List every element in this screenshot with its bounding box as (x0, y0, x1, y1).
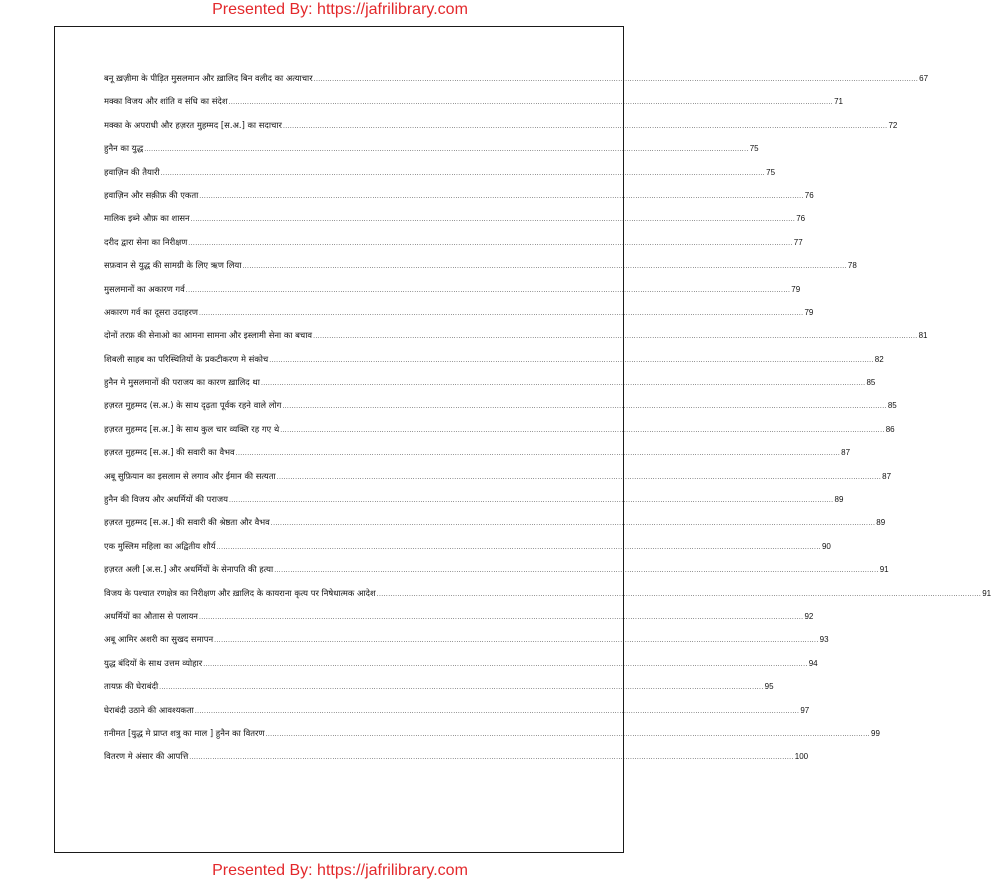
toc-entry-page: 99 (871, 728, 880, 738)
toc-entry-page: 87 (882, 471, 892, 481)
toc-entry-page: 75 (766, 167, 776, 177)
toc-entry-title: हुनैन की विजय और अधर्मियों की पराजय (104, 494, 228, 505)
toc-entry-page: 77 (793, 237, 803, 247)
toc-entry-page: 82 (874, 354, 884, 364)
toc-entry-page: 85 (866, 378, 876, 388)
toc-entry-page: 76 (796, 214, 806, 224)
toc-entry-title: अकारण गर्व का दूसरा उदाहरण (104, 306, 198, 317)
toc-entry (104, 96, 843, 119)
toc-dot-leader: ...................................................................................................................................................................................................................................................................... (216, 543, 821, 551)
toc-entry (104, 423, 895, 447)
toc-entry-page: 86 (885, 424, 895, 434)
toc-entry-title: हुनैन का युद्ध (104, 143, 144, 154)
toc-dot-leader: ...................................................................................................................................................................................................................................................................... (228, 99, 834, 107)
toc-entry (104, 540, 831, 564)
toc-entry-page: 97 (800, 705, 810, 715)
toc-entry-page: 79 (791, 284, 801, 294)
toc-dot-leader: ...................................................................................................................................................................................................................................................................... (144, 146, 749, 154)
toc-dot-leader: ...................................................................................................................................................................................................................................................................... (269, 356, 874, 364)
toc-entry (104, 470, 892, 494)
toc-entry-page: 94 (808, 658, 818, 668)
toc-entry-page: 89 (834, 495, 844, 505)
toc-entry (104, 260, 857, 283)
toc-dot-leader: ...................................................................................................................................................................................................................................................................... (313, 76, 919, 83)
toc-entry-page: 78 (847, 261, 857, 271)
toc-dot-leader: ...................................................................................................................................................................................................................................................................... (313, 333, 918, 341)
toc-entry-page: 67 (919, 74, 929, 83)
toc-entry (104, 189, 814, 213)
toc-entry (104, 166, 776, 190)
toc-dot-leader: ...................................................................................................................................................................................................................................................................... (188, 239, 793, 247)
toc-entry-page: 72 (888, 120, 898, 130)
toc-dot-leader: ...................................................................................................................................................................................................................................................................... (282, 122, 888, 130)
toc-dot-leader: ...................................................................................................................................................................................................................................................................... (376, 590, 982, 598)
toc-entry-title: युद्ध बंदियों के साथ उत्तम व्योहार (104, 657, 203, 668)
toc-entry-title: हज़रत मुहम्मद (स.अ.) के साथ दृढ़ता पूर्वक रहने वाले लोग (104, 400, 282, 411)
toc-entry-title: हज़रत मुहम्मद [स.अ.] की सवारी की श्रेष्ठता और वैभव (104, 517, 270, 528)
toc-entry-page: 91 (982, 588, 991, 598)
toc-entry-title: घेराबंदी उठाने की आवश्यकता (104, 704, 194, 715)
toc-entry-title: एक मुस्लिम महिला का अद्वितीय शौर्य (104, 540, 216, 551)
toc-entry-title: बनू ख़ज़ीमा के पीड़ित मुसलमान और ख़ालिद बिन वलीद का अत्याचार (104, 73, 313, 83)
toc-entry-page: 93 (819, 635, 829, 645)
toc-dot-leader: ...................................................................................................................................................................................................................................................................... (194, 707, 800, 715)
toc-dot-leader: ...................................................................................................................................................................................................................................................................... (270, 520, 876, 528)
toc-entry (104, 517, 886, 540)
footer-watermark[interactable]: Presented By: https://jafrilibrary.com (212, 862, 468, 879)
toc-entry-title: मालिक इब्ने औफ़ का शासन (104, 213, 190, 224)
toc-entry-page: 90 (821, 541, 831, 551)
toc-entry-page: 92 (804, 611, 814, 621)
toc-entry (104, 751, 809, 774)
toc-entry (104, 119, 898, 143)
header-watermark[interactable]: Presented By: https://jafrilibrary.com (212, 1, 468, 18)
toc-entry (104, 610, 814, 634)
toc-dot-leader: ...................................................................................................................................................................................................................................................................... (198, 613, 804, 621)
toc-dot-leader: ...................................................................................................................................................................................................................................................................... (265, 730, 871, 738)
toc-entry (104, 353, 884, 377)
toc-dot-leader: ...................................................................................................................................................................................................................................................................... (203, 660, 808, 668)
toc-entry-page: 100 (794, 752, 809, 762)
toc-entry-page: 76 (804, 190, 814, 200)
toc-dot-leader: ...................................................................................................................................................................................................................................................................... (185, 286, 791, 294)
toc-entry-page: 85 (887, 401, 897, 411)
toc-entry-title: तायफ़ की घेराबंदी (104, 681, 159, 692)
toc-entry-title: दोनों तरफ़ की सेनाओ का आमना सामना और इस्लामी सेना का बचाव (104, 330, 313, 341)
toc-entry (104, 564, 889, 587)
toc-dot-leader: ...................................................................................................................................................................................................................................................................... (199, 192, 804, 200)
toc-entry-title: अबू सुफ़ियान का इसलाम से लगाव और ईमान की सत्यता (104, 470, 276, 481)
toc-dot-leader: ...................................................................................................................................................................................................................................................................... (274, 567, 879, 575)
toc-entry-title: हज़रत मुहम्मद [स.अ.] की सवारी का वैभव (104, 447, 235, 458)
toc-dot-leader: ...................................................................................................................................................................................................................................................................... (235, 450, 841, 458)
toc-entry-title: मक्का विजय और शांति व संधि का संदेश (104, 96, 228, 107)
toc-entry (104, 657, 818, 681)
toc-dot-leader: ...................................................................................................................................................................................................................................................................... (160, 169, 766, 177)
toc-entry (104, 587, 991, 611)
toc-entry (104, 143, 759, 166)
toc-entry (104, 494, 844, 517)
toc-entry (104, 377, 876, 400)
toc-entry-title: अबू आमिर अशरी का सुखद समापन (104, 634, 214, 645)
toc-entry (104, 283, 801, 307)
toc-entry (104, 681, 774, 704)
table-of-contents (104, 73, 991, 775)
toc-entry-title: हवाज़िन और सक़ीफ़ की एकता (104, 189, 199, 200)
toc-entry (104, 634, 829, 657)
toc-entry-page: 87 (841, 448, 851, 458)
toc-dot-leader: ...................................................................................................................................................................................................................................................................... (190, 216, 796, 224)
toc-entry-page: 89 (876, 518, 886, 528)
toc-entry (104, 73, 929, 96)
toc-entry-title: मक्का के अपराधी और हज़रत मुहम्मद [स.अ.] का सदाचार (104, 119, 282, 130)
toc-entry-page: 71 (834, 97, 843, 107)
toc-entry (104, 704, 810, 728)
toc-dot-leader: ...................................................................................................................................................................................................................................................................... (242, 263, 847, 271)
toc-entry-page: 75 (749, 144, 759, 154)
toc-dot-leader: ...................................................................................................................................................................................................................................................................... (276, 473, 882, 481)
toc-entry-page: 95 (764, 682, 774, 692)
toc-dot-leader: ...................................................................................................................................................................................................................................................................... (229, 497, 834, 505)
toc-entry (104, 400, 897, 423)
toc-entry-title: हज़रत मुहम्मद [स.अ.] के साथ कुल चार व्यक्ति रह गए थे (104, 423, 280, 434)
toc-entry-title: दरीद द्वारा सेना का निरीक्षण (104, 236, 188, 247)
toc-entry (104, 447, 851, 470)
toc-dot-leader: ...................................................................................................................................................................................................................................................................... (282, 403, 887, 411)
toc-entry-title: वितरण मे अंसार की आपत्ति (104, 751, 189, 762)
toc-entry-title: हवाज़िन की तैयारी (104, 166, 160, 177)
toc-entry-title: मुसलमानों का अकारण गर्व (104, 283, 185, 294)
toc-entry-title: सफ़वान से युद्ध की सामग्री के लिए ऋण लिया (104, 260, 242, 271)
toc-entry (104, 213, 806, 236)
toc-entry (104, 236, 803, 260)
toc-entry (104, 727, 880, 751)
toc-entry-title: हुनैन मे मुसलमानों की पराजय का कारण ख़ालिद था (104, 377, 260, 388)
toc-dot-leader: ...................................................................................................................................................................................................................................................................... (189, 754, 794, 762)
toc-dot-leader: ...................................................................................................................................................................................................................................................................... (198, 309, 804, 317)
toc-entry-page: 91 (879, 565, 889, 575)
toc-entry-title: ग़नीमत [युद्ध मे प्राप्त शत्रु का माल ] हुनैन का वितरण (104, 727, 265, 738)
toc-entry-page: 79 (804, 307, 814, 317)
toc-entry-title: विजय के पश्चात रणक्षेत्र का निरीक्षण और ख़ालिद के कायराना कृत्य पर निषेधात्मक आदेश (104, 587, 376, 598)
toc-entry-title: हज़रत अली [अ.स.] और अधर्मियों के सेनापति की हत्या (104, 564, 274, 575)
toc-dot-leader: ...................................................................................................................................................................................................................................................................... (260, 380, 866, 388)
toc-dot-leader: ...................................................................................................................................................................................................................................................................... (214, 637, 819, 645)
toc-entry (104, 306, 814, 330)
toc-entry-title: अधर्मियों का औतास से पलायन (104, 610, 198, 621)
toc-dot-leader: ...................................................................................................................................................................................................................................................................... (159, 684, 764, 692)
toc-entry-title: शिबली साहब का परिस्थितियों के प्रकटीकरण मे संकोच (104, 353, 269, 364)
toc-entry-page: 81 (918, 331, 928, 341)
toc-dot-leader: ...................................................................................................................................................................................................................................................................... (280, 426, 885, 434)
toc-entry (104, 330, 928, 353)
